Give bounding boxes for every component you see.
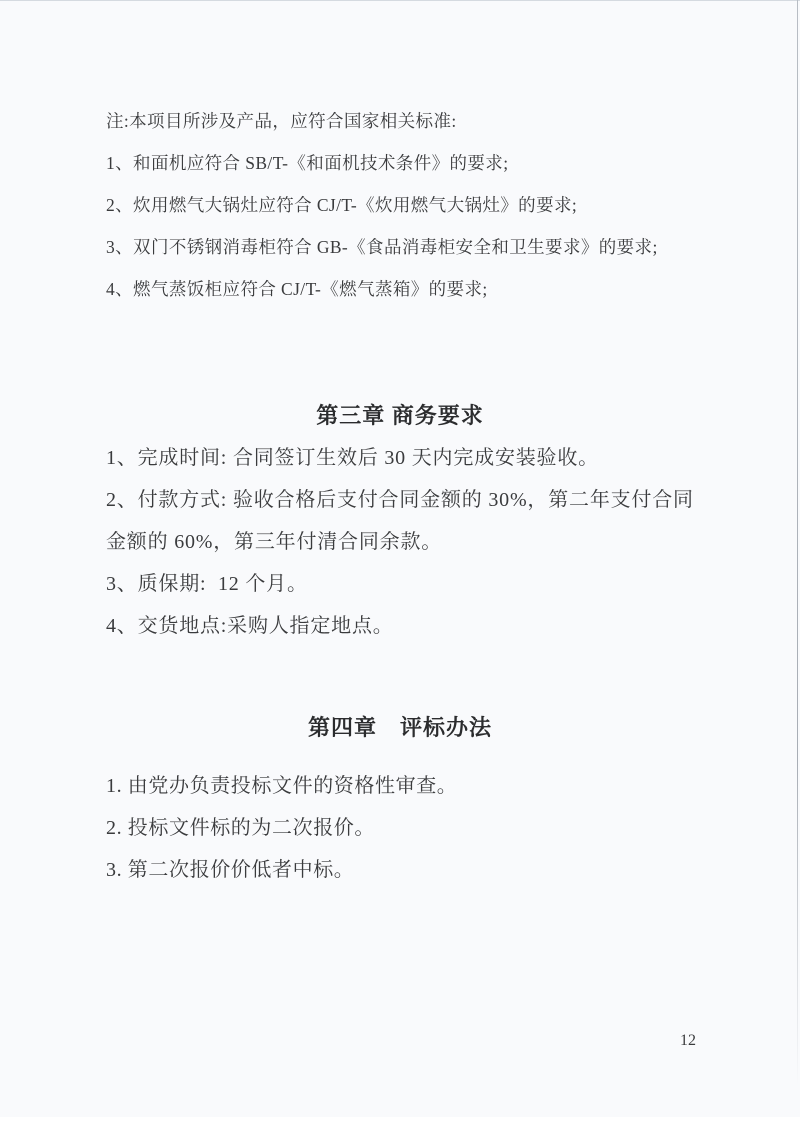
evaluation-item-1: 1. 由党办负责投标文件的资格性审查。: [106, 775, 458, 797]
chapter4-evaluation-method: [106, 765, 766, 891]
evaluation-item-2: 2. 投标文件标的为二次报价。: [106, 817, 375, 839]
scan-top-edge-line: [0, 0, 800, 1]
commercial-item-1: 1、完成时间: 合同签订生效后 30 天内完成安装验收。: [106, 447, 599, 469]
standards-note-section: [106, 100, 756, 310]
standard-item-1: 1、和面机应符合 SB/T-《和面机技术条件》的要求;: [106, 153, 509, 173]
standards-note: 注:本项目所涉及产品，应符合国家相关标准:: [106, 111, 457, 131]
commercial-item-2-line-1: 2、付款方式: 验收合格后支付合同金额的 30%，第二年支付合同: [106, 489, 694, 511]
chapter3-title: 第三章 商务要求: [316, 403, 484, 428]
scan-right-edge-line: [797, 0, 798, 1086]
page-number: 12: [680, 1032, 696, 1049]
evaluation-item-3: 3. 第二次报价价低者中标。: [106, 859, 355, 881]
standard-item-2: 2、炊用燃气大锅灶应符合 CJ/T-《炊用燃气大锅灶》的要求;: [106, 195, 578, 215]
commercial-item-2-line-2: 金额的 60%，第三年付清合同余款。: [106, 531, 443, 553]
commercial-item-4: 4、交货地点:采购人指定地点。: [106, 615, 394, 637]
standard-item-4: 4、燃气蒸饭柜应符合 CJ/T-《燃气蒸箱》的要求;: [106, 279, 488, 299]
standard-item-3: 3、双门不锈钢消毒柜符合 GB-《食品消毒柜安全和卫生要求》的要求;: [106, 237, 658, 257]
commercial-item-3: 3、质保期: 12 个月。: [106, 573, 308, 595]
chapter3-commercial-requirements: [106, 437, 766, 647]
chapter4-title: 第四章 评标办法: [307, 715, 492, 740]
scan-bottom-band: [0, 1117, 800, 1131]
